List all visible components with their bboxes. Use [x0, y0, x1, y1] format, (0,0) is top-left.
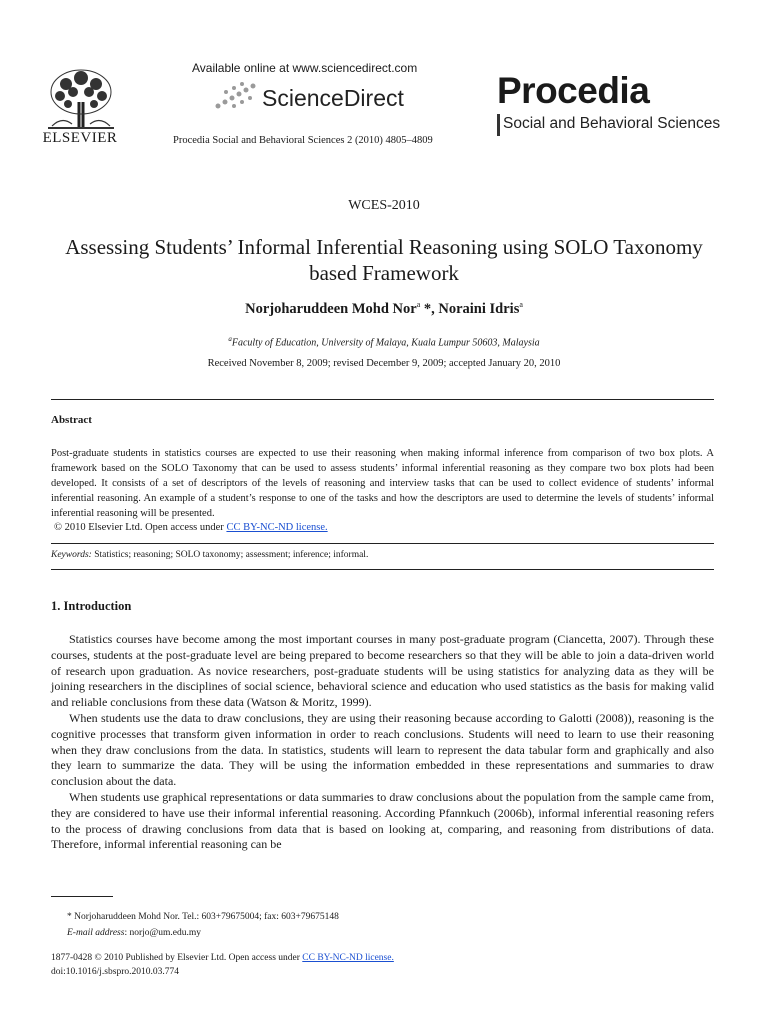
issn-line	[51, 953, 394, 963]
elsevier-tree-logo	[42, 66, 120, 130]
corresponding-mark: *,	[420, 300, 439, 317]
procedia-title: Procedia	[497, 70, 650, 111]
paragraph: When students use the data to draw conclusions, they are using their reasoning because according to Galotti (2008)), reasoning is the cognitive processes that transform given information in order to reach conclusions. Students will need to learn to use their reasoning when they draw conclusions from the data. In statistics, students will learn to represent the data tabular form and graphically and also they learn to summarize the data. They will be using the information embedded in these representations and summaries to draw conclusion about the data.	[51, 710, 714, 789]
abstract-copyright	[54, 522, 328, 533]
sciencedirect-logo-text: ScienceDirect	[262, 85, 404, 111]
paragraph: When students use graphical representations or data summaries to draw conclusions about the population from the sample came from, they are considered to have use their informal inferential reasoning. According Pfannkuch (2006b), informal inferential reasoning refers to the process of drawing conclusions from data that is based on looking at, comparing, and reasoning from distributions of data. Therefore, informal inferential reasoning can be	[51, 789, 714, 852]
copyright-text: © 2010 Elsevier Ltd. Open access under	[54, 522, 227, 533]
section-heading: 1. Introduction	[51, 599, 132, 613]
footnote-rule	[51, 896, 113, 897]
author-name: Norjoharuddeen Mohd Nor	[245, 300, 417, 317]
doi: doi:10.1016/j.sbspro.2010.03.774	[51, 967, 179, 977]
sciencedirect-dots-icon	[214, 80, 260, 110]
affiliation-text: Faculty of Education, University of Malaya, Kuala Lumpur 50603, Malaysia	[231, 337, 540, 349]
keywords-list: Statistics; reasoning; SOLO taxonomy; assessment; inference; informal.	[91, 550, 369, 560]
keywords-bottom-rule	[51, 569, 714, 570]
issn-text: 1877-0428 © 2010 Published by Elsevier Ltd. Open access under	[51, 953, 303, 963]
keywords	[51, 550, 368, 560]
abstract-top-rule	[51, 399, 714, 400]
affiliation	[0, 335, 768, 348]
paper-title: Assessing Students’ Informal Inferential Reasoning using SOLO Taxonomy based Framework	[65, 235, 703, 285]
procedia-subtitle: Social and Behavioral Sciences	[503, 115, 721, 132]
author-list	[0, 300, 768, 318]
publisher-name: ELSEVIER	[42, 130, 118, 146]
received-dates: Received November 8, 2009; revised December 9, 2009; accepted January 20, 2010	[207, 358, 561, 369]
email-label: E-mail address	[67, 928, 125, 938]
procedia-bar	[497, 114, 500, 136]
affiliation-mark: a	[228, 335, 232, 343]
affiliation-mark: a	[519, 300, 523, 309]
available-online-text: Available online at www.sciencedirect.com	[192, 61, 418, 75]
journal-reference: Procedia Social and Behavioral Sciences 2 (2010) 4805–4809	[173, 135, 433, 146]
paragraph: Statistics courses have become among the most important courses in many post-graduate program (Ciancetta, 2007). Through these courses, students at the post-graduate level are being prepared to become researchers so that they will be able to join a data-driven world of research upon graduation. As novice researchers, post-graduate students will be using statistics for analyzing data as they will be joining researchers in the disciplines of social science, behavioral science and education who used statistics as the basis for making valid and reliable conclusions from these data (Watson & Moritz, 1999).	[51, 632, 714, 710]
author-footnote: * Norjoharuddeen Mohd Nor. Tel.: 603+79675004; fax: 603+79675148	[67, 912, 339, 922]
email-address: : norjo@um.edu.my	[124, 928, 201, 938]
keywords-top-rule	[51, 543, 714, 544]
author-name: Noraini Idris	[438, 300, 520, 317]
conference-name: WCES-2010	[348, 198, 420, 213]
footer-license-link[interactable]: CC BY-NC-ND license.	[302, 953, 394, 963]
abstract-heading: Abstract	[51, 414, 92, 426]
license-link[interactable]: CC BY-NC-ND license.	[226, 522, 328, 533]
introduction-body	[51, 632, 714, 853]
affiliation-mark: a	[416, 300, 421, 309]
abstract-text: Post-graduate students in statistics courses are expected to use their reasoning when making informal inference from comparison of two box plots. A framework based on the SOLO Taxonomy that can be used to assess students’ informal inferential reasoning as they compare two box plots had been developed. It consists of a set of descriptors of the levels of reasoning and interview tasks that can be used to collect evidence of students’ informal inferential reasoning. An example of a student’s response to one of the tasks and how the descriptors are used to determine the levels of students’ informal inferential reasoning will be presented.	[51, 448, 714, 519]
keywords-label: Keywords:	[51, 550, 92, 560]
email-footnote	[67, 928, 201, 938]
